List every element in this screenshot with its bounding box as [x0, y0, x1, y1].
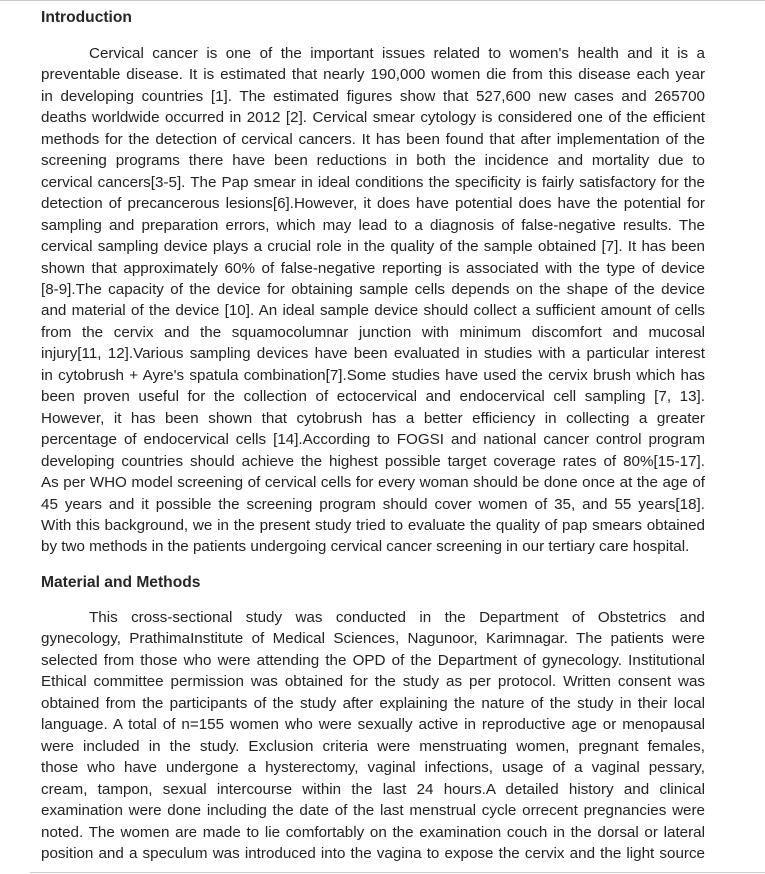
text-line: This cross-sectional study was conducted in the Department of Obstetrics and — [89, 609, 705, 626]
text-line: As per WHO model screening of cervical cells for every woman should be done once at the age of — [41, 474, 705, 492]
text-line: noted. The women are made to lie comfortably on the examination couch in the dorsal or lateral — [41, 823, 705, 841]
text-line: However, it has been shown that cytobrush has a better efficiency in collecting a greater — [41, 409, 705, 427]
text-line: from the cervix and the squamocolumnar junction with minimum discomfort and mucosal — [41, 323, 705, 341]
text-line: been proven useful for the collection of ectocervical and endocervical cell sampling [7, 13]. — [41, 388, 705, 406]
text-line: cervical sampling device plays a crucial role in the quality of the sample obtained [7]. It has been — [41, 238, 705, 256]
text-line: gynecology, PrathimaInstitute of Medical Sciences, Nagunoor, Karimnagar. The patients were — [41, 630, 705, 648]
section-heading-introduction: Introduction — [41, 9, 132, 26]
text-line: in cytobrush + Ayre's spatula combination[7].Some studies have used the cervix brush which has — [41, 366, 705, 384]
text-line: detection of precancerous lesions[6].However, it does have potential does have the potential for — [41, 195, 705, 213]
text-line: injury[11, 12].Various sampling devices have been evaluated in studies with a particular interest — [41, 345, 705, 363]
text-line: 45 years and it possible the screening program should cover women of 35, and 55 years[18]. — [41, 495, 705, 513]
text-line: Ethical committee permission was obtained for the study as per protocol. Written consent was — [41, 673, 705, 691]
text-line: cervical cancers[3-5]. The Pap smear in ideal conditions the specificity is fairly satisfactory for the — [41, 173, 705, 191]
text-line: screening programs there have been reductions in both the incidence and mortality due to — [41, 152, 705, 170]
text-line: cream, tampon, sexual intercourse within the last 24 hours.A detailed history and clinical — [41, 780, 705, 798]
text-line: in developing countries [1]. The estimated figures show that 527,600 new cases and 265700 — [41, 87, 705, 105]
text-line: position and a speculum was introduced into the vagina to expose the cervix and the light source — [41, 844, 705, 862]
introduction-paragraph — [41, 43, 705, 558]
text-line: selected from those who were attending the OPD of the Department of gynecology. Institutional — [41, 651, 705, 669]
text-line: those who have undergone a hysterectomy, vaginal infections, usage of a vaginal pessary, — [41, 759, 705, 777]
text-line: [8-9].The capacity of the device for obtaining sample cells depends on the shape of the device — [41, 280, 705, 298]
text-line: sampling and preparation errors, which may lead to a diagnosis of false-negative results. The — [41, 216, 705, 234]
text-line: were included in the study. Exclusion criteria were menstruating women, pregnant females, — [41, 737, 705, 755]
text-line: examination were done including the date of the last menstrual cycle orrecent pregnancies were — [41, 802, 705, 820]
material-and-methods-paragraph — [41, 607, 705, 864]
text-line: by two methods in the patients undergoing cervical cancer screening in our tertiary care hospital. — [41, 538, 690, 556]
text-line: obtained from the participants of the study after explaining the nature of the study in their local — [41, 694, 705, 712]
text-line: With this background, we in the present study tried to evaluate the quality of pap smears obtained — [41, 516, 705, 534]
text-line: language. A total of n=155 women who were sexually active in reproductive age or menopausal — [41, 716, 705, 734]
text-line: percentage of endocervical cells [14].According to FOGSI and national cancer control program — [41, 431, 705, 449]
text-line: preventable disease. It is estimated that nearly 190,000 women die from this disease each year — [41, 66, 705, 84]
text-line: shown that approximately 60% of false-negative reporting is associated with the type of device — [41, 259, 705, 277]
text-line: methods for the detection of cervical cancers. It has been found that after implementation of the — [41, 130, 705, 148]
text-line: developing countries should achieve the highest possible target coverage rates of 80%[15-17]. — [41, 452, 705, 470]
section-heading-material-and-methods: Material and Methods — [41, 574, 201, 591]
text-line: deaths worldwide occurred in 2012 [2]. Cervical smear cytology is considered one of the efficient — [41, 109, 705, 127]
text-line: and material of the device [10]. An ideal sample device should collect a sufficient amount of cells — [41, 302, 705, 320]
text-line: Cervical cancer is one of the important issues related to women's health and it is a — [89, 45, 705, 62]
top-rule — [0, 0, 765, 1]
bottom-rule — [30, 872, 765, 873]
